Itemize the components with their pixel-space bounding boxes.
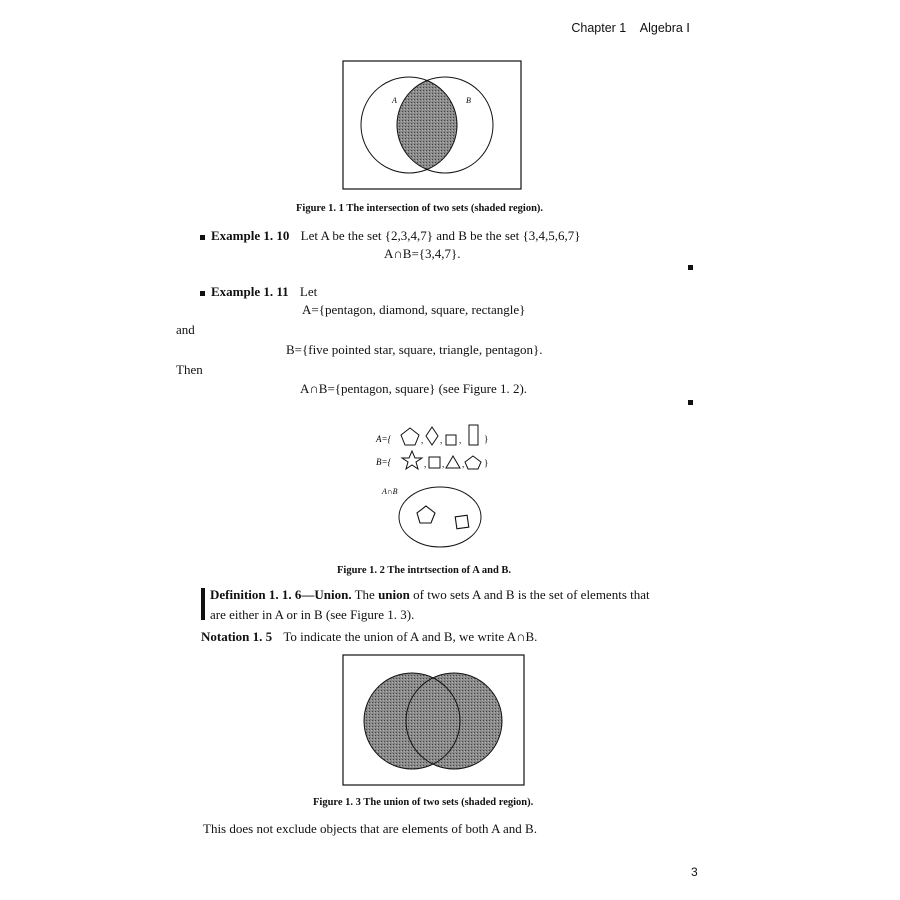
separator: ,: [442, 459, 445, 469]
definition-term: union: [378, 587, 410, 602]
figure-intersection: [342, 60, 522, 190]
star-icon: [402, 451, 422, 469]
figure-1-2-caption: Figure 1. 2 The intrtsection of A and B.: [337, 565, 512, 576]
set-a-label: A: [392, 96, 397, 105]
intersection-label: A∩B: [382, 487, 398, 496]
chapter-label: Chapter 1: [571, 21, 627, 35]
bullet-icon: [200, 291, 205, 296]
row-a-close: }: [484, 434, 489, 444]
rectangle-icon: [469, 425, 478, 445]
separator: ,: [440, 435, 443, 445]
definition-line-1: [210, 587, 650, 603]
pentagon-icon: [401, 428, 419, 445]
end-of-example-mark: [688, 400, 693, 405]
set-b-label: B: [466, 96, 471, 105]
intersection-ellipse: [399, 487, 481, 547]
row-b-label: B={: [376, 457, 392, 467]
notation-label: Notation 1. 5: [201, 629, 273, 644]
and-word: and: [176, 322, 195, 337]
notation-text: To indicate the union of A and B, we write A∩B.: [283, 629, 538, 644]
definition-line-2: are either in A or in B (see Figure 1. 3).: [210, 607, 415, 622]
definition-text-pre: The: [354, 587, 375, 602]
example-label: Example 1. 11: [211, 284, 289, 299]
square-icon: [446, 435, 456, 445]
set-a-definition: A={pentagon, diamond, square, rectangle}: [302, 302, 526, 317]
page-number: 3: [691, 865, 698, 879]
square-icon: [429, 457, 440, 468]
example-1-10-result: A∩B={3,4,7}.: [384, 246, 461, 261]
example-1-11: [200, 284, 317, 300]
diamond-icon: [426, 427, 438, 445]
row-b-close: }: [484, 458, 489, 468]
figure-union: [342, 654, 525, 786]
figure-shapes: [370, 422, 495, 552]
separator: ,: [462, 459, 465, 469]
separator: ,: [459, 435, 462, 445]
example-label: Example 1. 10: [211, 228, 290, 243]
end-of-example-mark: [688, 265, 693, 270]
triangle-icon: [446, 456, 460, 468]
separator: ,: [421, 435, 424, 445]
definition-label: Definition 1. 1. 6—Union.: [210, 587, 352, 602]
closing-sentence: This does not exclude objects that are elements of both A and B.: [203, 821, 537, 836]
then-word: Then: [176, 362, 203, 377]
running-header: [561, 20, 690, 35]
separator: ,: [424, 459, 427, 469]
definition-bar: [201, 588, 205, 620]
figure-1-3-caption: Figure 1. 3 The union of two sets (shaded region).: [313, 797, 534, 808]
chapter-title: Algebra Ⅰ: [639, 21, 690, 35]
pentagon-icon: [465, 456, 481, 469]
definition-text-post: of two sets A and B is the set of elements that: [413, 587, 650, 602]
set-b-definition: B={five pointed star, square, triangle, pentagon}.: [286, 342, 543, 357]
example-text: Let A be the set {2,3,4,7} and B be the set {3,4,5,6,7}: [300, 228, 581, 243]
pentagon-icon: [417, 506, 435, 523]
notation-1-5: [201, 629, 537, 645]
intersection-result: A∩B={pentagon, square} (see Figure 1. 2).: [300, 381, 528, 396]
square-icon: [455, 515, 469, 529]
example-lead: Let: [299, 284, 318, 299]
bullet-icon: [200, 235, 205, 240]
example-1-10: [200, 228, 581, 244]
figure-1-1-caption: Figure 1. 1 The intersection of two sets (shaded region).: [296, 203, 544, 214]
row-a-label: A={: [376, 434, 392, 444]
